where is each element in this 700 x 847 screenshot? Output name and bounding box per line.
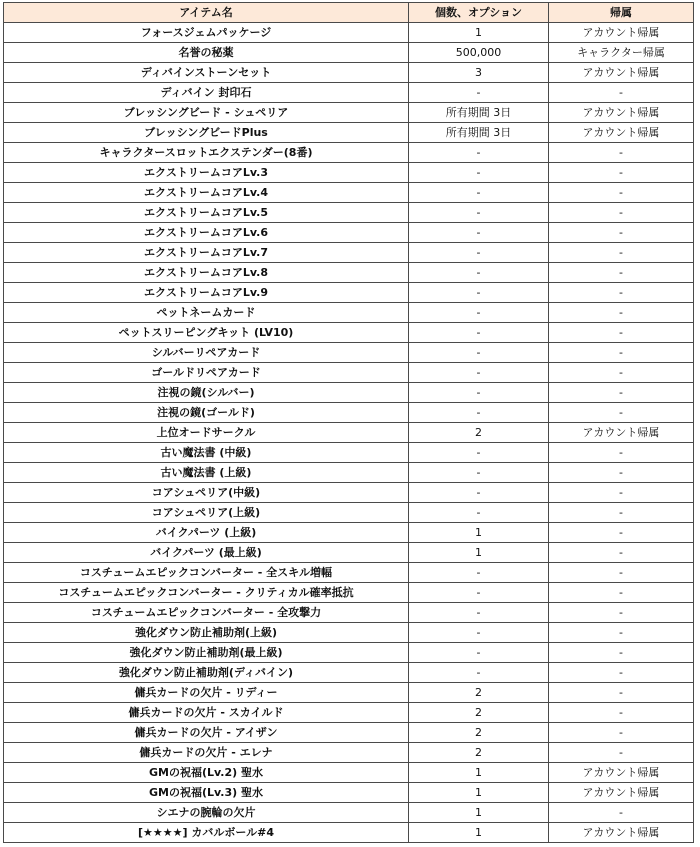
quantity-option-cell: - <box>409 503 549 523</box>
binding-cell: - <box>549 203 694 223</box>
binding-cell: - <box>549 243 694 263</box>
item-name-cell: 強化ダウン防止補助剤(上級) <box>4 623 409 643</box>
table-row <box>4 503 694 523</box>
binding-cell: - <box>549 223 694 243</box>
item-name-cell: 古い魔法書 (上級) <box>4 463 409 483</box>
item-name-cell: シルバーリペアカード <box>4 343 409 363</box>
quantity-option-cell: - <box>409 83 549 103</box>
item-name-cell: エクストリームコアLv.8 <box>4 263 409 283</box>
binding-cell: - <box>549 503 694 523</box>
binding-cell: アカウント帰属 <box>549 423 694 443</box>
item-name-cell: 注視の鏡(ゴールド) <box>4 403 409 423</box>
table-row <box>4 63 694 83</box>
quantity-option-cell: 3 <box>409 63 549 83</box>
quantity-option-cell: 1 <box>409 783 549 803</box>
item-name-cell: エクストリームコアLv.9 <box>4 283 409 303</box>
table-body <box>4 23 694 843</box>
item-name-cell: ペットスリーピングキット (LV10) <box>4 323 409 343</box>
item-name-cell: コスチュームエピックコンバーター - 全攻撃力 <box>4 603 409 623</box>
table-row <box>4 603 694 623</box>
binding-cell: - <box>549 683 694 703</box>
binding-cell: アカウント帰属 <box>549 103 694 123</box>
binding-cell: - <box>549 543 694 563</box>
table-row <box>4 283 694 303</box>
binding-cell: - <box>549 463 694 483</box>
quantity-option-cell: - <box>409 463 549 483</box>
item-name-cell: フォースジェムパッケージ <box>4 23 409 43</box>
item-name-cell: エクストリームコアLv.3 <box>4 163 409 183</box>
item-name-cell: エクストリームコアLv.5 <box>4 203 409 223</box>
quantity-option-cell: 1 <box>409 23 549 43</box>
binding-cell: - <box>549 183 694 203</box>
item-name-cell: エクストリームコアLv.4 <box>4 183 409 203</box>
quantity-option-cell: - <box>409 203 549 223</box>
item-name-cell: GMの祝福(Lv.2) 聖水 <box>4 763 409 783</box>
binding-cell: - <box>549 443 694 463</box>
quantity-option-cell: 500,000 <box>409 43 549 63</box>
quantity-option-cell: - <box>409 363 549 383</box>
item-name-cell: エクストリームコアLv.6 <box>4 223 409 243</box>
item-name-cell: 傭兵カードの欠片 - スカイルド <box>4 703 409 723</box>
binding-cell: - <box>549 83 694 103</box>
item-name-cell: キャラクタースロットエクステンダー(8番) <box>4 143 409 163</box>
table-row <box>4 563 694 583</box>
item-name-cell: 強化ダウン防止補助剤(最上級) <box>4 643 409 663</box>
table-row <box>4 523 694 543</box>
table-row <box>4 383 694 403</box>
binding-cell: アカウント帰属 <box>549 123 694 143</box>
item-table <box>3 2 694 843</box>
table-row <box>4 543 694 563</box>
item-name-cell: バイクパーツ (上級) <box>4 523 409 543</box>
binding-cell: - <box>549 663 694 683</box>
item-name-cell: ブレッシングビード - シュペリア <box>4 103 409 123</box>
quantity-option-cell: - <box>409 243 549 263</box>
item-name-cell: ペットネームカード <box>4 303 409 323</box>
binding-cell: アカウント帰属 <box>549 823 694 843</box>
binding-cell: - <box>549 383 694 403</box>
quantity-option-cell: - <box>409 443 549 463</box>
quantity-option-cell: - <box>409 323 549 343</box>
header-quantity-option: 個数、オプション <box>409 3 549 23</box>
table-row <box>4 783 694 803</box>
item-name-cell: GMの祝福(Lv.3) 聖水 <box>4 783 409 803</box>
quantity-option-cell: - <box>409 583 549 603</box>
item-name-cell: ブレッシングビードPlus <box>4 123 409 143</box>
item-name-cell: 傭兵カードの欠片 - リディー <box>4 683 409 703</box>
item-name-cell: 古い魔法書 (中級) <box>4 443 409 463</box>
binding-cell: - <box>549 703 694 723</box>
table-row <box>4 723 694 743</box>
table-row <box>4 203 694 223</box>
table-row <box>4 103 694 123</box>
binding-cell: アカウント帰属 <box>549 23 694 43</box>
binding-cell: - <box>549 723 694 743</box>
quantity-option-cell: - <box>409 563 549 583</box>
item-name-cell: コアシュペリア(中級) <box>4 483 409 503</box>
item-name-cell: [★★★★] カバルボール#4 <box>4 823 409 843</box>
table-row <box>4 23 694 43</box>
quantity-option-cell: - <box>409 603 549 623</box>
table-header <box>4 3 694 23</box>
table-row <box>4 163 694 183</box>
quantity-option-cell: - <box>409 283 549 303</box>
table-row <box>4 643 694 663</box>
table-row <box>4 403 694 423</box>
table-row <box>4 483 694 503</box>
item-name-cell: コスチュームエピックコンバーター - 全スキル増幅 <box>4 563 409 583</box>
quantity-option-cell: 1 <box>409 823 549 843</box>
item-name-cell: ディバインストーンセット <box>4 63 409 83</box>
quantity-option-cell: - <box>409 163 549 183</box>
item-name-cell: コスチュームエピックコンバーター - クリティカル確率抵抗 <box>4 583 409 603</box>
binding-cell: - <box>549 163 694 183</box>
quantity-option-cell: 1 <box>409 523 549 543</box>
binding-cell: - <box>549 583 694 603</box>
quantity-option-cell: - <box>409 343 549 363</box>
item-name-cell: シエナの腕輪の欠片 <box>4 803 409 823</box>
table-row <box>4 243 694 263</box>
binding-cell: - <box>549 363 694 383</box>
quantity-option-cell: 2 <box>409 683 549 703</box>
quantity-option-cell: 所有期間 3日 <box>409 103 549 123</box>
binding-cell: - <box>549 343 694 363</box>
quantity-option-cell: - <box>409 403 549 423</box>
quantity-option-cell: 2 <box>409 423 549 443</box>
binding-cell: - <box>549 403 694 423</box>
table-row <box>4 343 694 363</box>
table-row <box>4 743 694 763</box>
binding-cell: - <box>549 643 694 663</box>
quantity-option-cell: 2 <box>409 723 549 743</box>
binding-cell: - <box>549 283 694 303</box>
binding-cell: - <box>549 603 694 623</box>
binding-cell: - <box>549 523 694 543</box>
table-row <box>4 263 694 283</box>
quantity-option-cell: 1 <box>409 803 549 823</box>
item-name-cell: コアシュペリア(上級) <box>4 503 409 523</box>
binding-cell: アカウント帰属 <box>549 763 694 783</box>
binding-cell: - <box>549 303 694 323</box>
quantity-option-cell: - <box>409 263 549 283</box>
table-row <box>4 583 694 603</box>
table-row <box>4 363 694 383</box>
table-row <box>4 463 694 483</box>
item-name-cell: 強化ダウン防止補助剤(ディバイン) <box>4 663 409 683</box>
quantity-option-cell: - <box>409 663 549 683</box>
item-name-cell: 上位オードサークル <box>4 423 409 443</box>
table-row <box>4 183 694 203</box>
table-row <box>4 703 694 723</box>
quantity-option-cell: - <box>409 623 549 643</box>
header-row <box>4 3 694 23</box>
item-name-cell: バイクパーツ (最上級) <box>4 543 409 563</box>
quantity-option-cell: 2 <box>409 703 549 723</box>
quantity-option-cell: - <box>409 183 549 203</box>
quantity-option-cell: 2 <box>409 743 549 763</box>
quantity-option-cell: - <box>409 143 549 163</box>
table-row <box>4 443 694 463</box>
table-row <box>4 323 694 343</box>
item-name-cell: 傭兵カードの欠片 - エレナ <box>4 743 409 763</box>
table-row <box>4 83 694 103</box>
binding-cell: - <box>549 483 694 503</box>
item-name-cell: ディバイン 封印石 <box>4 83 409 103</box>
table-row <box>4 143 694 163</box>
binding-cell: - <box>549 323 694 343</box>
table-row <box>4 223 694 243</box>
binding-cell: キャラクター帰属 <box>549 43 694 63</box>
item-name-cell: 傭兵カードの欠片 - アイザン <box>4 723 409 743</box>
binding-cell: - <box>549 623 694 643</box>
binding-cell: - <box>549 803 694 823</box>
quantity-option-cell: 1 <box>409 763 549 783</box>
item-name-cell: 名誉の秘薬 <box>4 43 409 63</box>
item-name-cell: ゴールドリペアカード <box>4 363 409 383</box>
table-row <box>4 303 694 323</box>
table-row <box>4 823 694 843</box>
table-row <box>4 803 694 823</box>
binding-cell: - <box>549 743 694 763</box>
binding-cell: - <box>549 143 694 163</box>
quantity-option-cell: - <box>409 643 549 663</box>
quantity-option-cell: 1 <box>409 543 549 563</box>
quantity-option-cell: - <box>409 383 549 403</box>
table-row <box>4 43 694 63</box>
table-row <box>4 423 694 443</box>
binding-cell: アカウント帰属 <box>549 63 694 83</box>
table-row <box>4 763 694 783</box>
binding-cell: アカウント帰属 <box>549 783 694 803</box>
quantity-option-cell: - <box>409 303 549 323</box>
table-row <box>4 123 694 143</box>
item-name-cell: エクストリームコアLv.7 <box>4 243 409 263</box>
header-item-name: アイテム名 <box>4 3 409 23</box>
item-name-cell: 注視の鏡(シルバー) <box>4 383 409 403</box>
quantity-option-cell: 所有期間 3日 <box>409 123 549 143</box>
table-row <box>4 683 694 703</box>
binding-cell: - <box>549 263 694 283</box>
table-row <box>4 623 694 643</box>
table-row <box>4 663 694 683</box>
quantity-option-cell: - <box>409 223 549 243</box>
binding-cell: - <box>549 563 694 583</box>
quantity-option-cell: - <box>409 483 549 503</box>
item-table-container <box>3 2 694 843</box>
header-binding: 帰属 <box>549 3 694 23</box>
